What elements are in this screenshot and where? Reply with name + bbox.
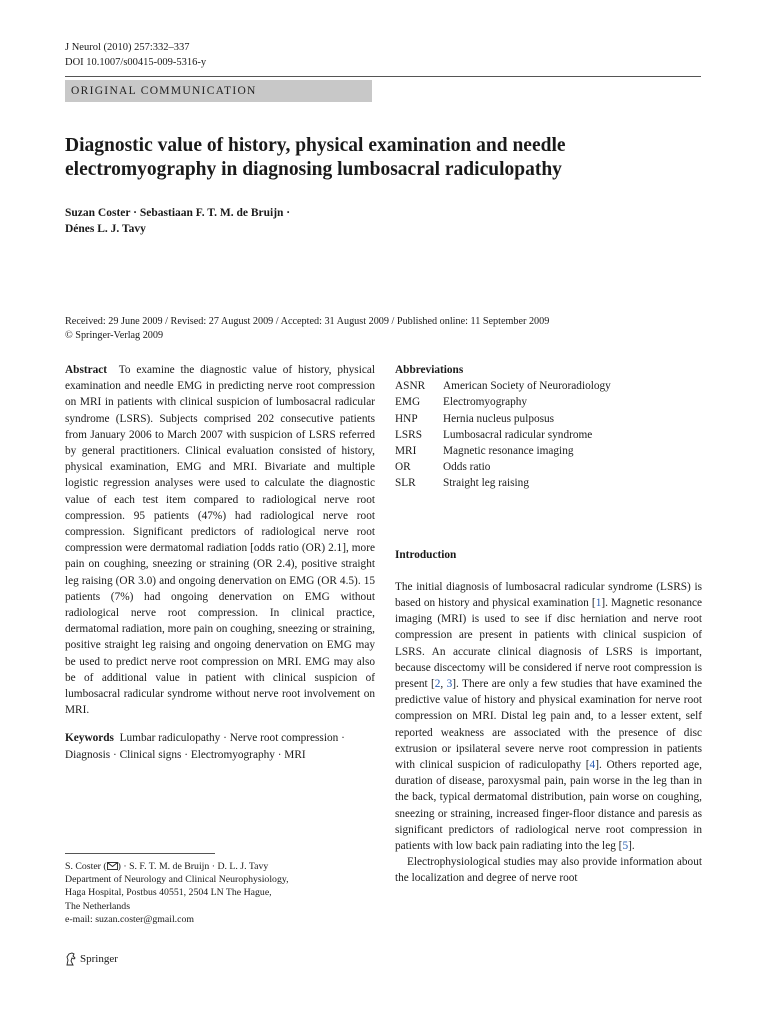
doi: DOI 10.1007/s00415-009-5316-y — [65, 57, 207, 68]
introduction-heading: Introduction — [395, 548, 457, 561]
affiliation-country: The Netherlands — [65, 900, 131, 912]
abbreviation-row — [395, 378, 702, 394]
abbreviation-full: Odds ratio — [443, 461, 491, 474]
footnote-rule — [65, 853, 215, 854]
citation-link[interactable]: 1 — [595, 597, 602, 610]
co-authors: ) · S. F. T. M. de Bruijn · D. L. J. Tavy — [117, 861, 269, 872]
intro-text: ]. Magnetic resonance imaging (MRI) is used to see if disc herniation and nerve root compression are present in patients with clinical suspicion of LSRS. An accurate clinical diagnosis of LSRS is important, because discectomy will be considered if nerve root compression is present [ — [395, 597, 702, 691]
citation-link[interactable]: 3 — [446, 678, 453, 691]
citation-link[interactable]: 5 — [622, 840, 629, 853]
author-affiliation — [65, 860, 375, 926]
authors-line-1: Suzan Coster · Sebastiaan F. T. M. de Bruijn · — [65, 207, 291, 219]
abbreviation-row — [395, 459, 702, 475]
abbreviations-heading: Abbreviations — [395, 364, 464, 376]
springer-footer — [65, 951, 118, 967]
citation-link[interactable]: 4 — [589, 759, 596, 772]
dates-line: Received: 29 June 2009 / Revised: 27 August 2009 / Accepted: 31 August 2009 / Published online: 11 September 2009 — [65, 316, 550, 327]
left-column — [65, 362, 375, 763]
journal-citation — [65, 40, 206, 70]
abbreviation-key: OR — [395, 461, 411, 474]
intro-text: The initial diagnosis of lumbosacral radicular syndrome (LSRS) is based on history and physical examination [ — [395, 580, 702, 610]
corresponding-author: S. Coster ( — [65, 861, 107, 872]
envelope-icon — [107, 862, 118, 870]
abbreviation-key: ASNR — [395, 380, 426, 393]
abbreviation-full: Straight leg raising — [443, 477, 529, 490]
authors-line-2: Dénes L. J. Tavy — [65, 223, 146, 235]
springer-horse-icon — [65, 952, 77, 966]
abbreviations-list — [395, 378, 702, 491]
abbreviation-key: HNP — [395, 412, 418, 425]
title-line-2: electromyography in diagnosing lumbosacral radiculopathy — [65, 159, 562, 180]
article-dates — [65, 315, 705, 343]
keywords — [65, 730, 375, 762]
introduction-paragraph-2: Electrophysiological studies may also provide information about the localization and degree of nerve root — [395, 856, 702, 885]
keywords-heading: Keywords — [65, 732, 114, 745]
introduction-paragraph-1 — [395, 579, 702, 854]
abbreviation-row — [395, 394, 702, 410]
abbreviation-key: MRI — [395, 445, 417, 458]
abbreviation-row — [395, 443, 702, 459]
journal-reference: J Neurol (2010) 257:332–337 — [65, 42, 190, 53]
abbreviation-key: LSRS — [395, 428, 423, 441]
affiliation-department: Department of Neurology and Clinical Neurophysiology, — [65, 874, 289, 886]
right-column — [395, 362, 702, 887]
intro-text: ]. There are only a few studies that have examined the predictive value of history and physical examination for nerve root compression on MRI. Distal leg pain and, to a lesser extent, self reported weakness are associated with the presence of disc extrusion or ipsilateral severe nerve root compression in patients with clinical suspicion of radiculopathy [ — [395, 678, 702, 772]
abbreviation-full: American Society of Neuroradiology — [443, 380, 611, 393]
title-line-1: Diagnostic value of history, physical examination and needle — [65, 135, 566, 156]
abbreviation-full: Hernia nucleus pulposus — [443, 412, 555, 425]
affiliation-email: e-mail: suzan.coster@gmail.com — [65, 913, 194, 925]
affiliation-authors — [65, 860, 375, 873]
publisher-name: Springer — [80, 953, 118, 965]
abbreviation-key: SLR — [395, 477, 416, 490]
abbreviation-row — [395, 475, 702, 491]
intro-text: ]. — [628, 840, 635, 853]
abbreviation-row — [395, 411, 702, 427]
abbreviation-full: Lumbosacral radicular syndrome — [443, 428, 593, 441]
keywords-text: Lumbar radiculopathy · Nerve root compression · Diagnosis · Clinical signs · Electromyography · MRI — [65, 732, 345, 761]
affiliation-address: Haga Hospital, Postbus 40551, 2504 LN The Hague, — [65, 887, 272, 899]
abbreviation-full: Magnetic resonance imaging — [443, 445, 574, 458]
authors — [65, 205, 465, 237]
citation-link[interactable]: 2 — [434, 678, 441, 691]
abbreviation-row — [395, 427, 702, 443]
abbreviation-full: Electromyography — [443, 396, 528, 409]
abstract-heading: Abstract — [65, 364, 108, 376]
abstract-text: To examine the diagnostic value of history, physical examination and needle EMG in predicting nerve root compression on MRI in patients with clinical suspicion of lumbosacral radicular syndrome (LSRS). Subjects comprised 202 consecutive patients from January 2006 to March 2007 with suspicion of LSRS referred by general practitioners. Clinical evaluation consisted of history, physical examination, EMG and MRI. Bivariate and multiple logistic regression analyses were used to calculate the diagnostic value of each test item compared to radiological nerve root compression. 95 patients (47%) had radiological nerve root compression. Significant predictors of radiological nerve root compression were dermatomal radiation [odds ratio (OR) 2.1], more pain on coughing, sneezing or straining (OR 2.4), positive straight leg raising (OR 3.0) and ongoing denervation on EMG (OR 4.5). 15 patients (7%) had ongoing denervation on EMG without radiological nerve root compression. In clinical practice, dermatomal radiation, more pain on coughing, sneezing or straining, positive straight leg raising and ongoing denervation on EMG may be used to predict nerve root compression on MRI. EMG may also be of additional value in patient with clinical suspicion of lumbosacral radicular syndrome without nerve root involvement on MRI. — [65, 364, 375, 717]
citation-separator: , — [440, 678, 447, 691]
intro-text: ]. Others reported age, duration of disease, paroxysmal pain, pain worse in the leg than in the back, typical dermatomal distribution, pain worse on coughing, sneezing or straining, increased finger-floor distance and paresis as significant predictors of radiological nerve root compression in patients with low back pain radiating into the leg [ — [395, 759, 702, 853]
abbreviation-key: EMG — [395, 396, 421, 409]
section-tag: ORIGINAL COMMUNICATION — [65, 80, 372, 102]
article-title — [65, 134, 705, 182]
copyright: © Springer-Verlag 2009 — [65, 330, 164, 341]
header-rule — [65, 76, 701, 77]
abstract — [65, 362, 375, 718]
